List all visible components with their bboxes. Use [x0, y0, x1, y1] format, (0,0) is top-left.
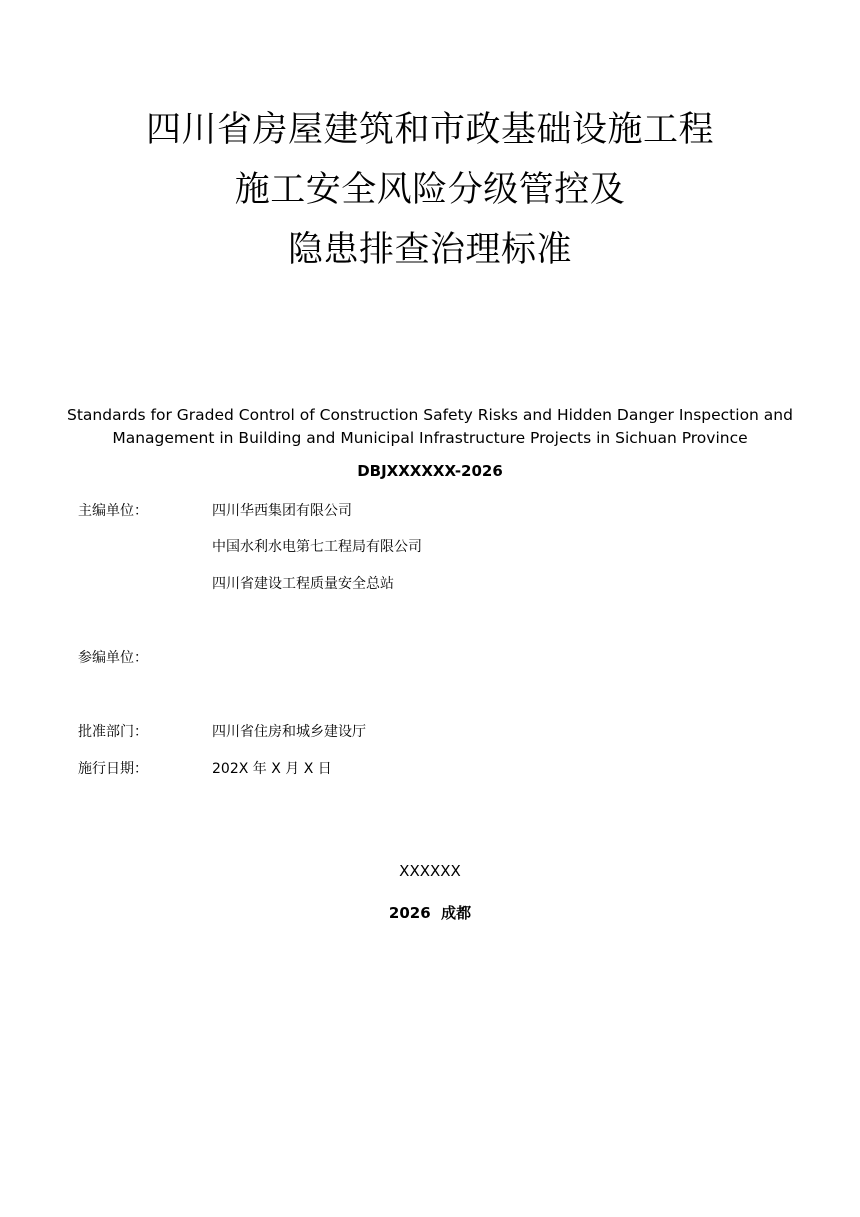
title-line-2: 施工安全风险分级管控及 — [234, 170, 626, 210]
standard-code: DBJXXXXXX-2026 — [357, 462, 503, 480]
effective-date-label: 施行日期： — [78, 761, 148, 777]
participating-units-label: 参编单位： — [78, 650, 148, 666]
place-and-year: 2026 成都 — [388, 904, 472, 922]
approval-department-value: 四川省住房和城乡建设厅 — [212, 724, 366, 740]
title-line-1: 四川省房屋建筑和市政基础设施工程 — [145, 110, 714, 150]
chief-editor-org-2: 中国水利水电第七工程局有限公司 — [212, 539, 422, 555]
chief-editor-label: 主编单位： — [78, 503, 148, 519]
chief-editor-org-1: 四川华西集团有限公司 — [212, 503, 352, 519]
publisher: XXXXXX — [399, 862, 461, 880]
english-title: Standards for Graded Control of Construction Safety Risks and Hidden Danger Inspection and Management in Building and Municipal Infrastructure Projects in Sichuan Province — [67, 406, 793, 447]
chief-editor-org-3: 四川省建设工程质量安全总站 — [212, 576, 394, 592]
approval-department-label: 批准部门： — [78, 724, 148, 740]
effective-date-value: 202X 年 X 月 X 日 — [212, 761, 332, 777]
title-line-3: 隐患排查治理标准 — [287, 230, 572, 270]
document-title — [0, 100, 860, 280]
